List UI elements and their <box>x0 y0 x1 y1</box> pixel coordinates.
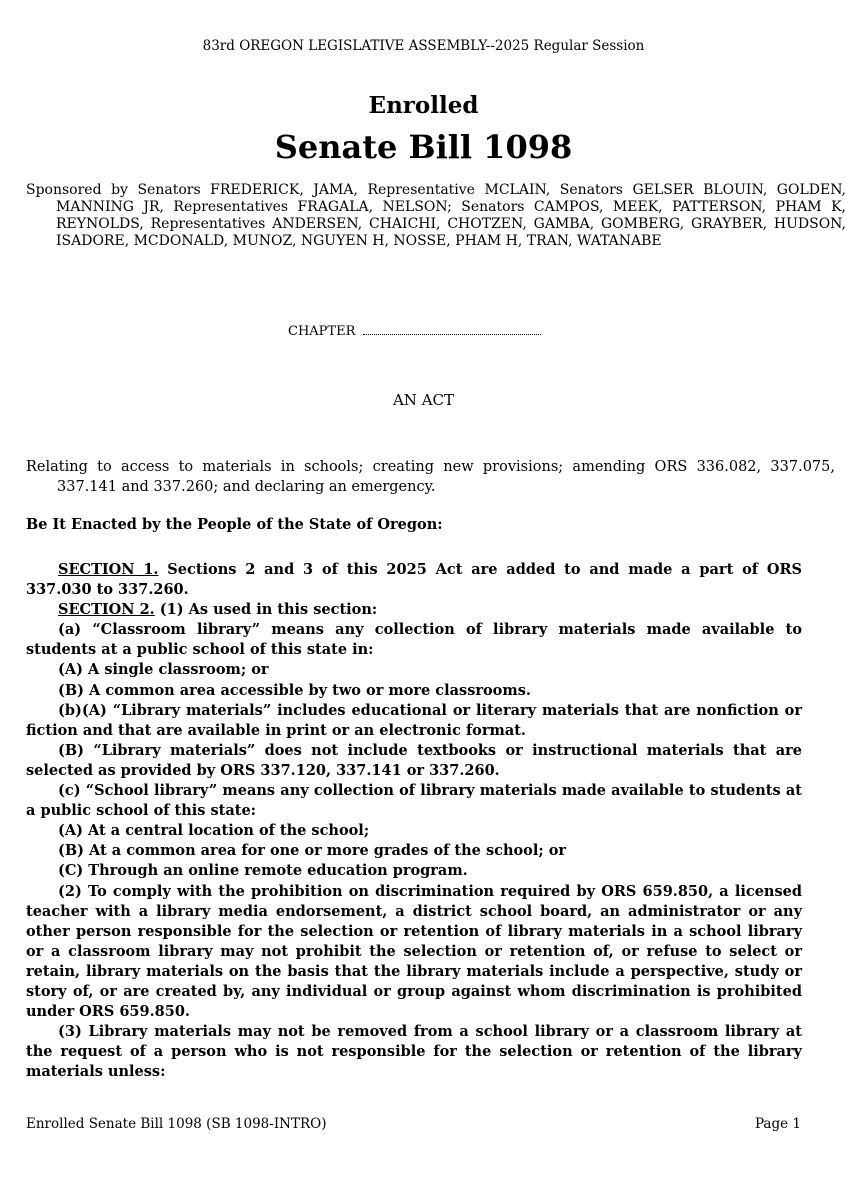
paragraph: (b)(A) “Library materials” includes educational or literary materials that are nonfiction or fiction and that are available in print or an electronic format. <box>26 701 802 739</box>
paragraph: (B) “Library materials” does not include textbooks or instructional materials that are selected as provided by ORS 337.120, 337.141 or 337.260. <box>26 741 802 779</box>
footer-page-number: Page 1 <box>754 1116 801 1132</box>
relating-clause: Relating to access to materials in schools; creating new provisions; amending ORS 336.082, 337.075, 337.141 and 337.260; and declaring an emergency. <box>26 459 835 495</box>
section-2 <box>26 600 802 620</box>
section-1-text: Sections 2 and 3 of this 2025 Act are added to and made a part of ORS 337.030 to 337.260. <box>26 561 802 599</box>
an-act-heading: AN ACT <box>392 391 455 409</box>
chapter-label: CHAPTER <box>288 324 356 339</box>
paragraph: (a) “Classroom library” means any collection of library materials made available to students at a public school of this state in: <box>26 621 802 659</box>
section-1 <box>26 560 802 600</box>
paragraph: (2) To comply with the prohibition on discrimination required by ORS 659.850, a licensed teacher with a library media endorsement, a district school board, an administrator or any other person responsible for the selection or retention of library materials in a school library or a classroom library may not prohibit the selection or retention of, or refuse to select or retain, library materials on the basis that the library materials include a perspective, study or story of, or are created by, any individual or group against whom discrimination is prohibited under ORS 659.850. <box>26 882 802 1021</box>
paragraph: (C) Through an online remote education program. <box>58 862 468 880</box>
bill-title: Senate Bill 1098 <box>274 128 573 166</box>
paragraph: (A) At a central location of the school; <box>58 822 370 840</box>
enacting-clause: Be It Enacted by the People of the State of Oregon: <box>26 516 443 533</box>
section-1-label: SECTION 1. <box>58 561 159 578</box>
paragraph: (B) At a common area for one or more grades of the school; or <box>58 842 567 860</box>
paragraph: (3) Library materials may not be removed from a school library or a classroom library at the request of a person who is not responsible for the selection or retention of the library materials unless: <box>26 1023 802 1081</box>
section-2-label: SECTION 2. <box>58 601 155 619</box>
chapter-blank <box>363 324 541 335</box>
enrolled-label: Enrolled <box>368 92 479 119</box>
footer-bill-id: Enrolled Senate Bill 1098 (SB 1098-INTRO) <box>26 1116 327 1132</box>
paragraph: (A) A single classroom; or <box>58 661 269 679</box>
section-2-text: (1) As used in this section: <box>154 601 378 619</box>
chapter-line <box>288 324 541 339</box>
session-header: 83rd OREGON LEGISLATIVE ASSEMBLY--2025 Regular Session <box>202 38 645 54</box>
paragraph: (c) “School library” means any collection of library materials made available to students at a public school of this state: <box>26 782 802 820</box>
paragraph: (B) A common area accessible by two or more classrooms. <box>58 681 531 699</box>
sponsors-paragraph: Sponsored by Senators FREDERICK, JAMA, Representative MCLAIN, Senators GELSER BLOUIN, GOLDEN, MANNING JR, Representatives FRAGALA, NELSON; Senators CAMPOS, MEEK, PATTERSON, PHAM K, REYNOLDS, Representatives ANDERSEN, CHAICHI, CHOTZEN, GAMBA, GOMBERG, GRAYBER, HUDSON, ISADORE, MCDONALD, MUNOZ, NGUYEN H, NOSSE, PHAM H, TRAN, WATANABE <box>26 182 846 249</box>
bill-body <box>26 560 802 1082</box>
